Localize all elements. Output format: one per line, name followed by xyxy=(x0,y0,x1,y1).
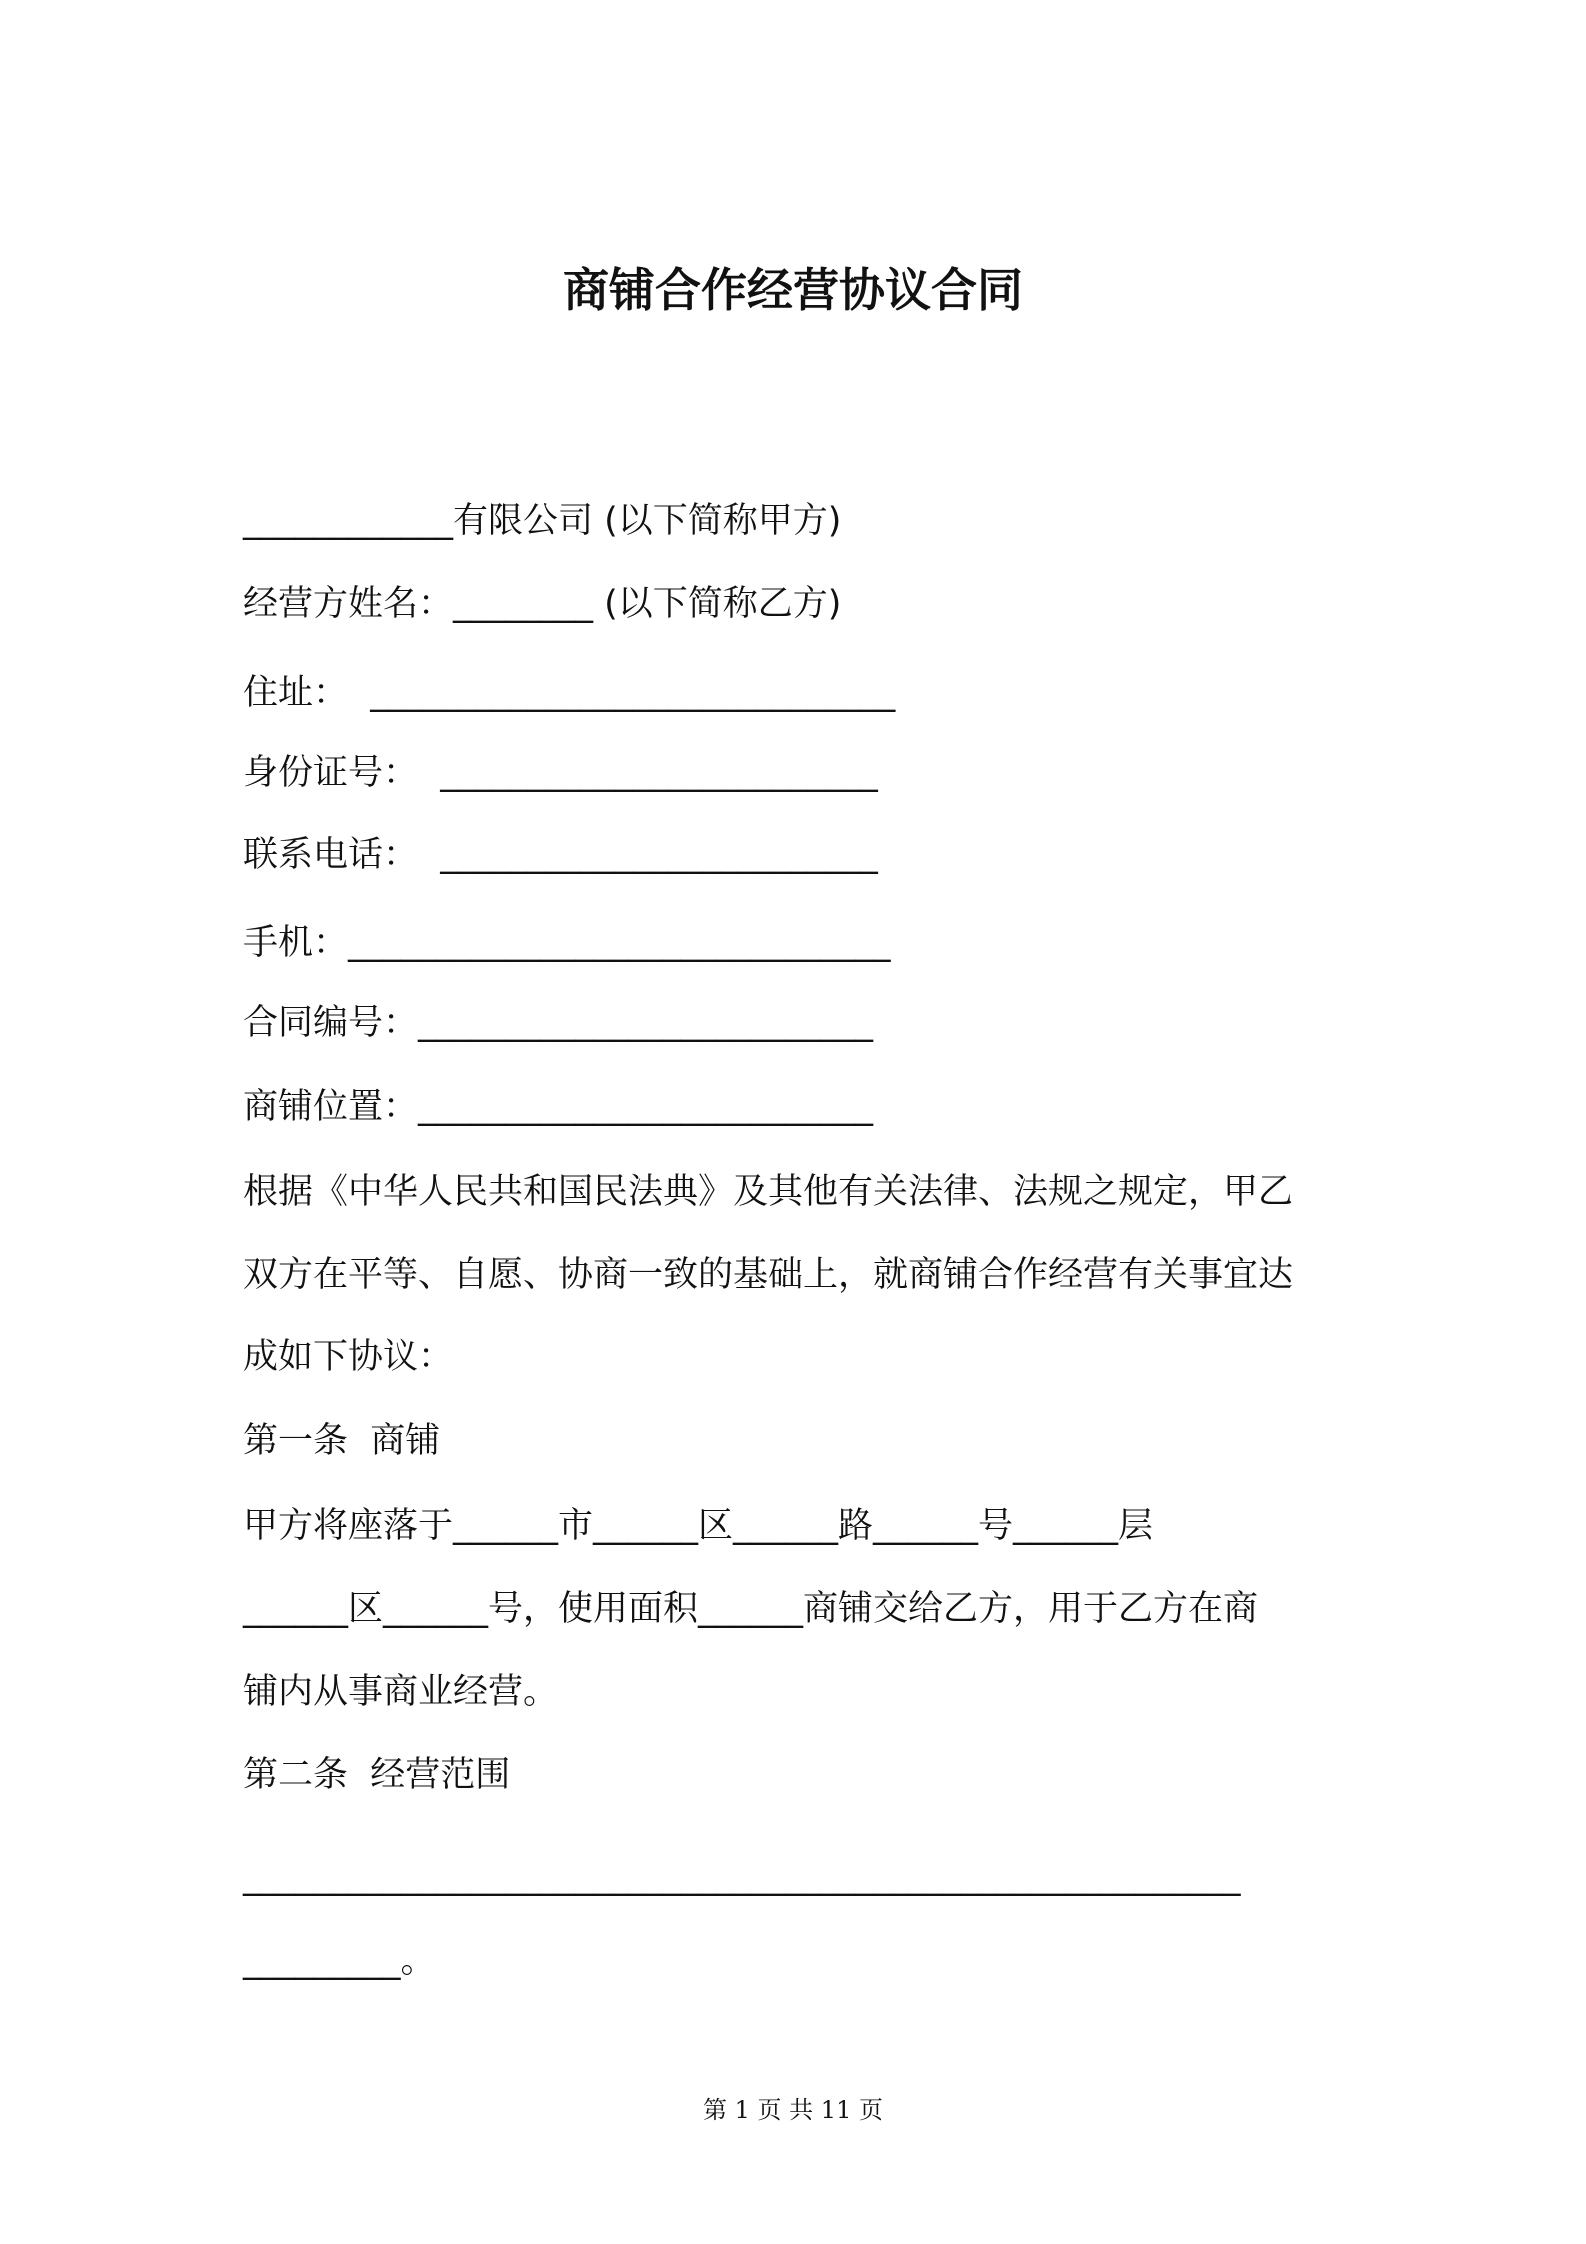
shop-location-line: 商铺位置：__________________________ xyxy=(243,1087,874,1127)
address-line: 住址： ______________________________ xyxy=(243,673,896,713)
article-2-blank-2: _________。 xyxy=(243,1941,436,1981)
preamble-line-1: 根据《中华人民共和国民法典》及其他有关法律、法规之规定，甲乙 xyxy=(243,1172,1294,1212)
document-title: 商铺合作经营协议合同 xyxy=(563,263,1023,317)
phone-line: 联系电话： _________________________ xyxy=(243,835,878,875)
preamble-line-3: 成如下协议： xyxy=(243,1337,454,1377)
mobile-line: 手机：_______________________________ xyxy=(243,923,891,963)
article-1-heading: 第一条 商铺 xyxy=(243,1421,441,1461)
preamble-line-2: 双方在平等、自愿、协商一致的基础上，就商铺合作经营有关事宜达 xyxy=(243,1255,1294,1295)
id-number-line: 身份证号： _________________________ xyxy=(243,753,878,793)
party-b-name-line: 经营方姓名：________ (以下简称乙方) xyxy=(243,584,842,624)
contract-number-line: 合同编号：__________________________ xyxy=(243,1003,874,1043)
article-2-heading: 第二条 经营范围 xyxy=(243,1755,511,1795)
page-footer: 第 1 页 共 11 页 xyxy=(703,2096,883,2124)
article-1-text-1: 甲方将座落于______市______区______路______号______层 xyxy=(243,1506,1154,1546)
article-1-text-3: 铺内从事商业经营。 xyxy=(243,1672,559,1712)
article-1-text-2: ______区______号，使用面积______商铺交给乙方，用于乙方在商 xyxy=(243,1589,1259,1629)
party-a-line: ____________有限公司 (以下简称甲方) xyxy=(243,501,842,541)
article-2-blank-1: _________________________________________________________ xyxy=(243,1857,1241,1897)
